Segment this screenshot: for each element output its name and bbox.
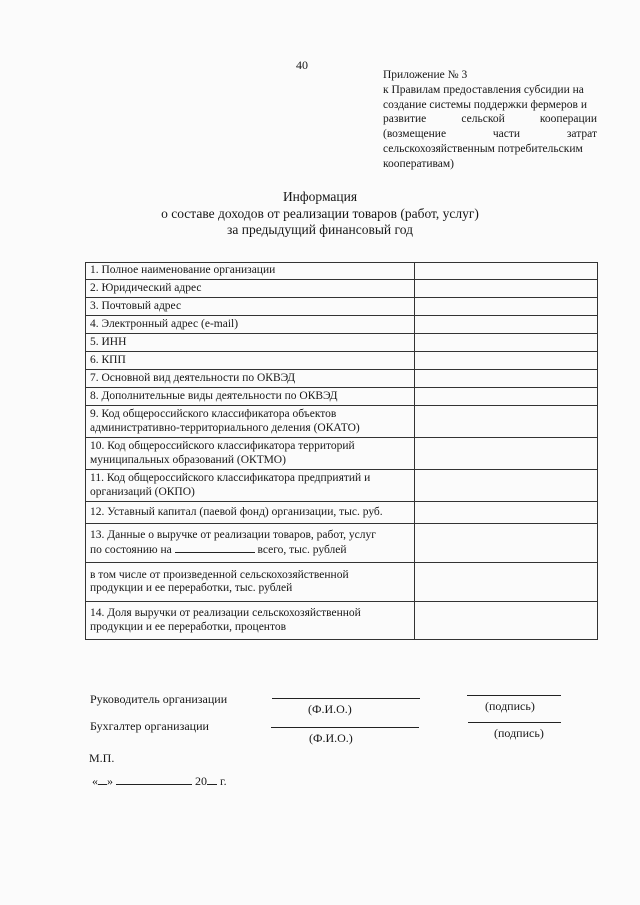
value-cell[interactable] xyxy=(415,438,598,470)
row-label: 6. КПП xyxy=(86,352,415,370)
annex-title: Приложение № 3 xyxy=(383,69,468,81)
info-table xyxy=(85,262,598,640)
value-cell[interactable] xyxy=(415,502,598,524)
date-line: « » 20 г. xyxy=(92,774,227,788)
month-blank[interactable] xyxy=(116,774,192,785)
row-label: 4. Электронный адрес (e-mail) xyxy=(86,316,415,334)
row-label: 1. Полное наименование организации xyxy=(86,263,415,280)
annex-header xyxy=(383,68,597,172)
document-title xyxy=(0,189,640,239)
value-cell[interactable] xyxy=(415,602,598,640)
head-label: Руководитель организации xyxy=(90,692,228,706)
row-label-line: по состоянию на всего, тыс. рублей xyxy=(90,544,347,556)
table-row xyxy=(86,602,598,640)
page-number: 40 xyxy=(296,58,308,72)
title-line: о составе доходов от реализации товаров (работ, услуг) xyxy=(161,205,479,221)
table-row xyxy=(86,406,598,438)
value-cell[interactable] xyxy=(415,316,598,334)
table-row xyxy=(86,263,598,280)
annex-line: создание системы поддержки фермеров и xyxy=(383,98,587,111)
table-row xyxy=(86,470,598,502)
row-label: 12. Уставный капитал (паевой фонд) организации, тыс. руб. xyxy=(86,502,415,524)
annex-line-justified: развитие сельской кооперации xyxy=(383,113,597,126)
annex-line: кооперативам) xyxy=(383,157,454,170)
row-label: 2. Юридический адрес xyxy=(86,280,415,298)
table-row xyxy=(86,502,598,524)
value-cell[interactable] xyxy=(415,563,598,602)
row-label: 13. Данные о выручке от реализации товаров, работ, услуг по состоянию на всего, тыс. рублей xyxy=(86,524,415,563)
row-label: 10. Код общероссийского классификатора территорий муниципальных образований (ОКТМО) xyxy=(86,438,415,470)
accountant-label: Бухгалтер организации xyxy=(90,719,209,733)
table-row xyxy=(86,280,598,298)
row-label: 9. Код общероссийского классификатора объектов административно-территориального деления (ОКАТО) xyxy=(86,406,415,438)
row-label: 7. Основной вид деятельности по ОКВЭД xyxy=(86,370,415,388)
table-row xyxy=(86,388,598,406)
table-row xyxy=(86,352,598,370)
row-label: 8. Дополнительные виды деятельности по ОКВЭД xyxy=(86,388,415,406)
head-sign-line[interactable] xyxy=(467,695,561,696)
accountant-sign-line[interactable] xyxy=(468,722,561,723)
accountant-fio-line[interactable] xyxy=(271,727,419,728)
table-row xyxy=(86,563,598,602)
day-blank[interactable] xyxy=(98,774,107,785)
value-cell[interactable] xyxy=(415,470,598,502)
table-row xyxy=(86,298,598,316)
table-row xyxy=(86,438,598,470)
row-label: 3. Почтовый адрес xyxy=(86,298,415,316)
row-label: 14. Доля выручки от реализации сельскохозяйственной продукции и ее переработки, процентов xyxy=(86,602,415,640)
value-cell[interactable] xyxy=(415,406,598,438)
value-cell[interactable] xyxy=(415,280,598,298)
row-label: 5. ИНН xyxy=(86,334,415,352)
value-cell[interactable] xyxy=(415,370,598,388)
table-row xyxy=(86,370,598,388)
accountant-fio-hint: (Ф.И.О.) xyxy=(309,731,353,745)
head-sign-hint: (подпись) xyxy=(485,699,535,713)
title-line: Информация xyxy=(282,189,358,204)
annex-line: сельскохозяйственным потребительским xyxy=(383,142,583,155)
date-blank[interactable] xyxy=(175,542,255,553)
table-row xyxy=(86,334,598,352)
row-label: 11. Код общероссийского классификатора предприятий и организаций (ОКПО) xyxy=(86,470,415,502)
row-label: в том числе от произведенной сельскохозяйственной продукции и ее переработки, тыс. рублей xyxy=(86,563,415,602)
value-cell[interactable] xyxy=(415,388,598,406)
value-cell[interactable] xyxy=(415,352,598,370)
value-cell[interactable] xyxy=(415,298,598,316)
annex-line: к Правилам предоставления субсидии на xyxy=(383,83,584,96)
year-blank[interactable] xyxy=(207,774,217,785)
value-cell[interactable] xyxy=(415,524,598,563)
value-cell[interactable] xyxy=(415,334,598,352)
accountant-sign-hint: (подпись) xyxy=(494,726,544,740)
stamp-label: М.П. xyxy=(89,751,115,765)
table-row xyxy=(86,524,598,563)
head-fio-hint: (Ф.И.О.) xyxy=(308,702,352,716)
table-row xyxy=(86,316,598,334)
value-cell[interactable] xyxy=(415,263,598,280)
annex-line-justified: (возмещение части затрат xyxy=(383,128,597,141)
title-line: за предыдущий финансовый год xyxy=(227,222,413,237)
head-fio-line[interactable] xyxy=(272,698,420,699)
